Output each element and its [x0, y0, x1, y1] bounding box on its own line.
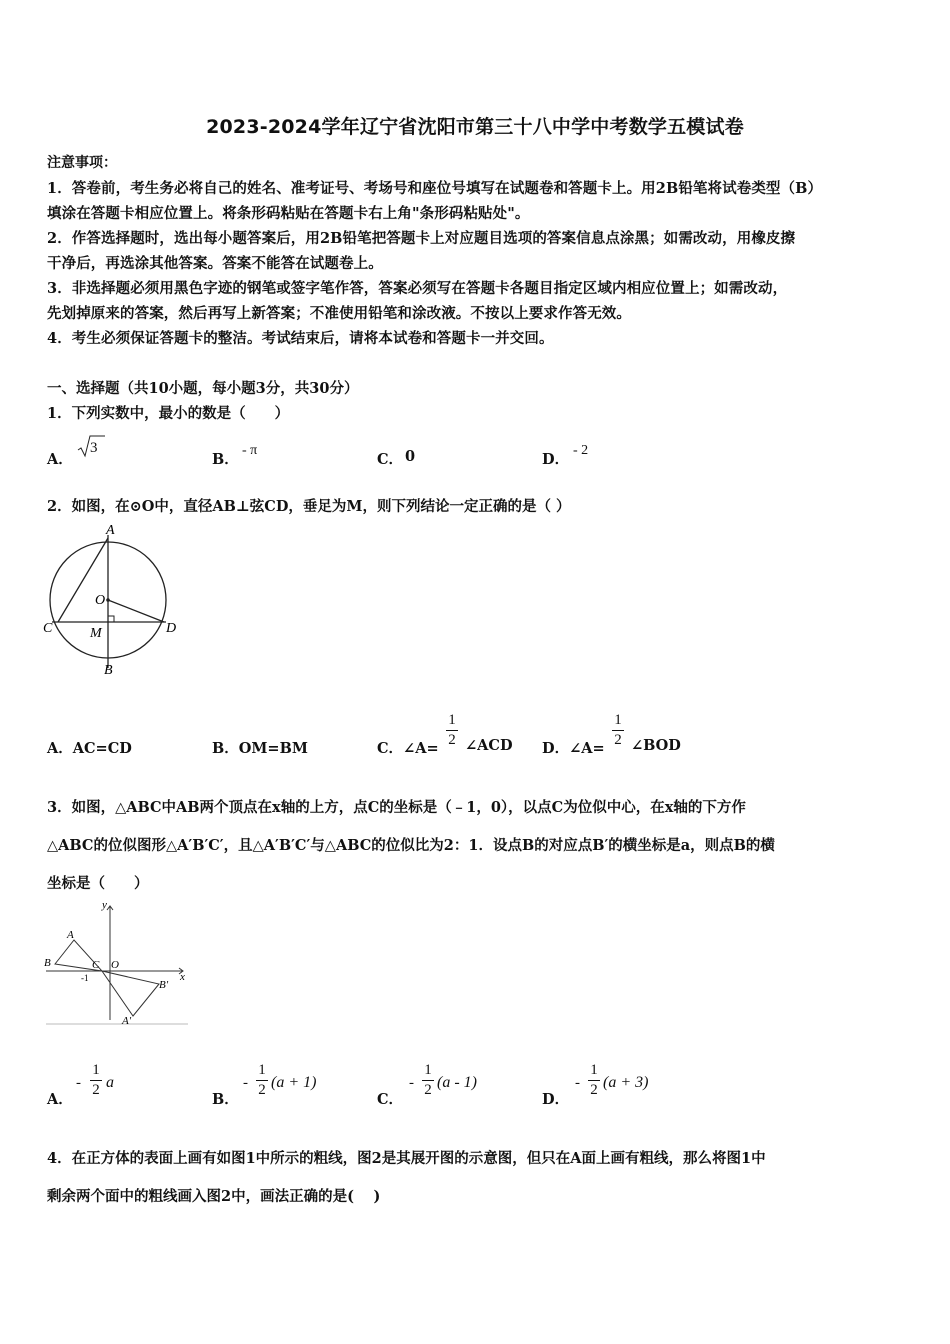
q1-option-c-label: C． — [377, 451, 404, 468]
point-label-b: B — [44, 957, 51, 969]
question-3-stem-line: 3．如图，△ABC中AB两个顶点在x轴的上方，点C的坐标是（﹣1，0），以点C为位似中心，在x轴的下方作 — [47, 799, 746, 816]
q2-option-c-label: C．∠A= — [377, 740, 439, 757]
point-label-c: C — [43, 621, 53, 636]
q1-option-a-value: 3 — [90, 440, 98, 456]
fraction — [420, 1062, 436, 1099]
fraction-numerator: 1 — [92, 1062, 100, 1078]
notice-line: 3．非选择题必须用黑色字迹的钢笔或签字笔作答，答案必须写在答题卡各题目指定区域内相应位置上；如需改动， — [47, 280, 788, 297]
point-label-d: D — [166, 621, 177, 636]
fraction — [444, 712, 460, 749]
fraction-bar — [446, 730, 458, 731]
q2-option-d-tail: ∠BOD — [631, 737, 681, 754]
point-label-c: C — [92, 959, 100, 971]
q3-option-b-tail: (a + 1) — [271, 1074, 317, 1091]
fraction-denominator: 2 — [614, 732, 622, 748]
fraction-denominator: 2 — [258, 1082, 266, 1098]
fraction-numerator: 1 — [614, 712, 622, 728]
q3-option-d-tail: (a + 3) — [603, 1074, 649, 1091]
q1-option-d-value: - 2 — [573, 443, 589, 458]
question-2-stem: 2．如图，在⊙O中，直径AB⊥弦CD，垂足为M，则下列结论一定正确的是（ ） — [47, 498, 571, 515]
section-heading: 一、选择题（共10小题，每小题3分，共30分） — [47, 380, 359, 397]
minus-sign: - — [76, 1075, 81, 1091]
fraction-numerator: 1 — [448, 712, 456, 728]
fraction-bar — [256, 1080, 268, 1081]
fraction — [88, 1062, 104, 1099]
fraction-bar — [422, 1080, 434, 1081]
fraction — [254, 1062, 270, 1099]
fraction-bar — [612, 730, 624, 731]
fraction-numerator: 1 — [258, 1062, 266, 1078]
fraction-bar — [90, 1080, 102, 1081]
point-label-b: B — [104, 663, 113, 678]
fraction-bar — [588, 1080, 600, 1081]
question-4-stem-line: 剩余两个面中的粗线画入图2中，画法正确的是( ) — [47, 1188, 381, 1205]
question-1-stem: 1．下列实数中，最小的数是（ ） — [47, 405, 290, 422]
point-label-a: A — [106, 523, 115, 538]
fraction — [586, 1062, 602, 1099]
notice-line: 2．作答选择题时，选出每小题答案后，用2B铅笔把答题卡上对应题目选项的答案信息点涂黑；如需改动，用橡皮擦 — [47, 230, 796, 247]
fraction-denominator: 2 — [424, 1082, 432, 1098]
point-label-m: M — [90, 626, 102, 641]
fraction-denominator: 2 — [92, 1082, 100, 1098]
notice-heading: 注意事项： — [47, 155, 117, 171]
coordinate-figure — [40, 898, 192, 1028]
point-label-a-prime: A′ — [122, 1015, 132, 1027]
q3-option-c-label: C． — [377, 1091, 404, 1108]
q1-option-b-value: - π — [242, 443, 258, 458]
notice-line: 干净后，再选涂其他答案。答案不能答在试题卷上。 — [47, 255, 383, 272]
q3-option-a-label: A． — [47, 1091, 73, 1108]
q2-option-b: B．OM=BM — [212, 740, 308, 757]
tick-label: -1 — [81, 973, 89, 983]
minus-sign: - — [243, 1075, 248, 1091]
q3-option-b-label: B． — [212, 1091, 239, 1108]
q2-option-d-label: D．∠A= — [542, 740, 605, 757]
fraction-denominator: 2 — [448, 732, 456, 748]
fraction — [610, 712, 626, 749]
q1-option-d-label: D． — [542, 451, 570, 468]
notice-line: 先划掉原来的答案，然后再写上新答案；不准使用铅笔和涂改液。不按以上要求作答无效。 — [47, 305, 631, 322]
q1-option-c-value: 0 — [405, 448, 416, 465]
point-label-o: O — [111, 959, 119, 971]
q3-option-a-tail: a — [106, 1074, 114, 1091]
q2-option-c-tail: ∠ACD — [465, 737, 513, 754]
notice-line: 4．考生必须保证答题卡的整洁。考试结束后，请将本试卷和答题卡一并交回。 — [47, 330, 554, 347]
circle-figure — [40, 522, 190, 682]
minus-sign: - — [575, 1075, 580, 1091]
q1-option-a-label: A． — [47, 451, 73, 468]
fraction-numerator: 1 — [424, 1062, 432, 1078]
fraction-numerator: 1 — [590, 1062, 598, 1078]
notice-line: 填涂在答题卡相应位置上。将条形码粘贴在答题卡右上角"条形码粘贴处"。 — [47, 205, 530, 222]
axis-label-y: y — [102, 899, 107, 911]
q1-option-b-label: B． — [212, 451, 239, 468]
question-3-stem-line: △ABC的位似图形△A′B′C′，且△A′B′C′与△ABC的位似比为2：1．设点B的对应点B′的横坐标是a，则点B的横 — [47, 837, 775, 854]
question-4-stem-line: 4．在正方体的表面上画有如图1中所示的粗线，图2是其展开图的示意图，但只在A面上画有粗线，那么将图1中 — [47, 1150, 766, 1167]
fraction-denominator: 2 — [590, 1082, 598, 1098]
point-label-a: A — [67, 929, 74, 941]
point-label-o: O — [95, 593, 106, 608]
question-3-stem-line: 坐标是（ ） — [47, 875, 149, 892]
page-title: 2023-2024学年辽宁省沈阳市第三十八中学中考数学五模试卷 — [206, 116, 744, 138]
q2-option-a: A．AC=CD — [47, 740, 132, 757]
q3-option-d-label: D． — [542, 1091, 570, 1108]
notice-line: 1．答卷前，考生务必将自己的姓名、准考证号、考场号和座位号填写在试题卷和答题卡上。用2B铅笔将试卷类型（B） — [47, 180, 823, 197]
axis-label-x: x — [180, 971, 185, 983]
point-label-b-prime: B′ — [159, 979, 169, 991]
minus-sign: - — [409, 1075, 414, 1091]
q3-option-c-tail: (a - 1) — [437, 1074, 477, 1091]
